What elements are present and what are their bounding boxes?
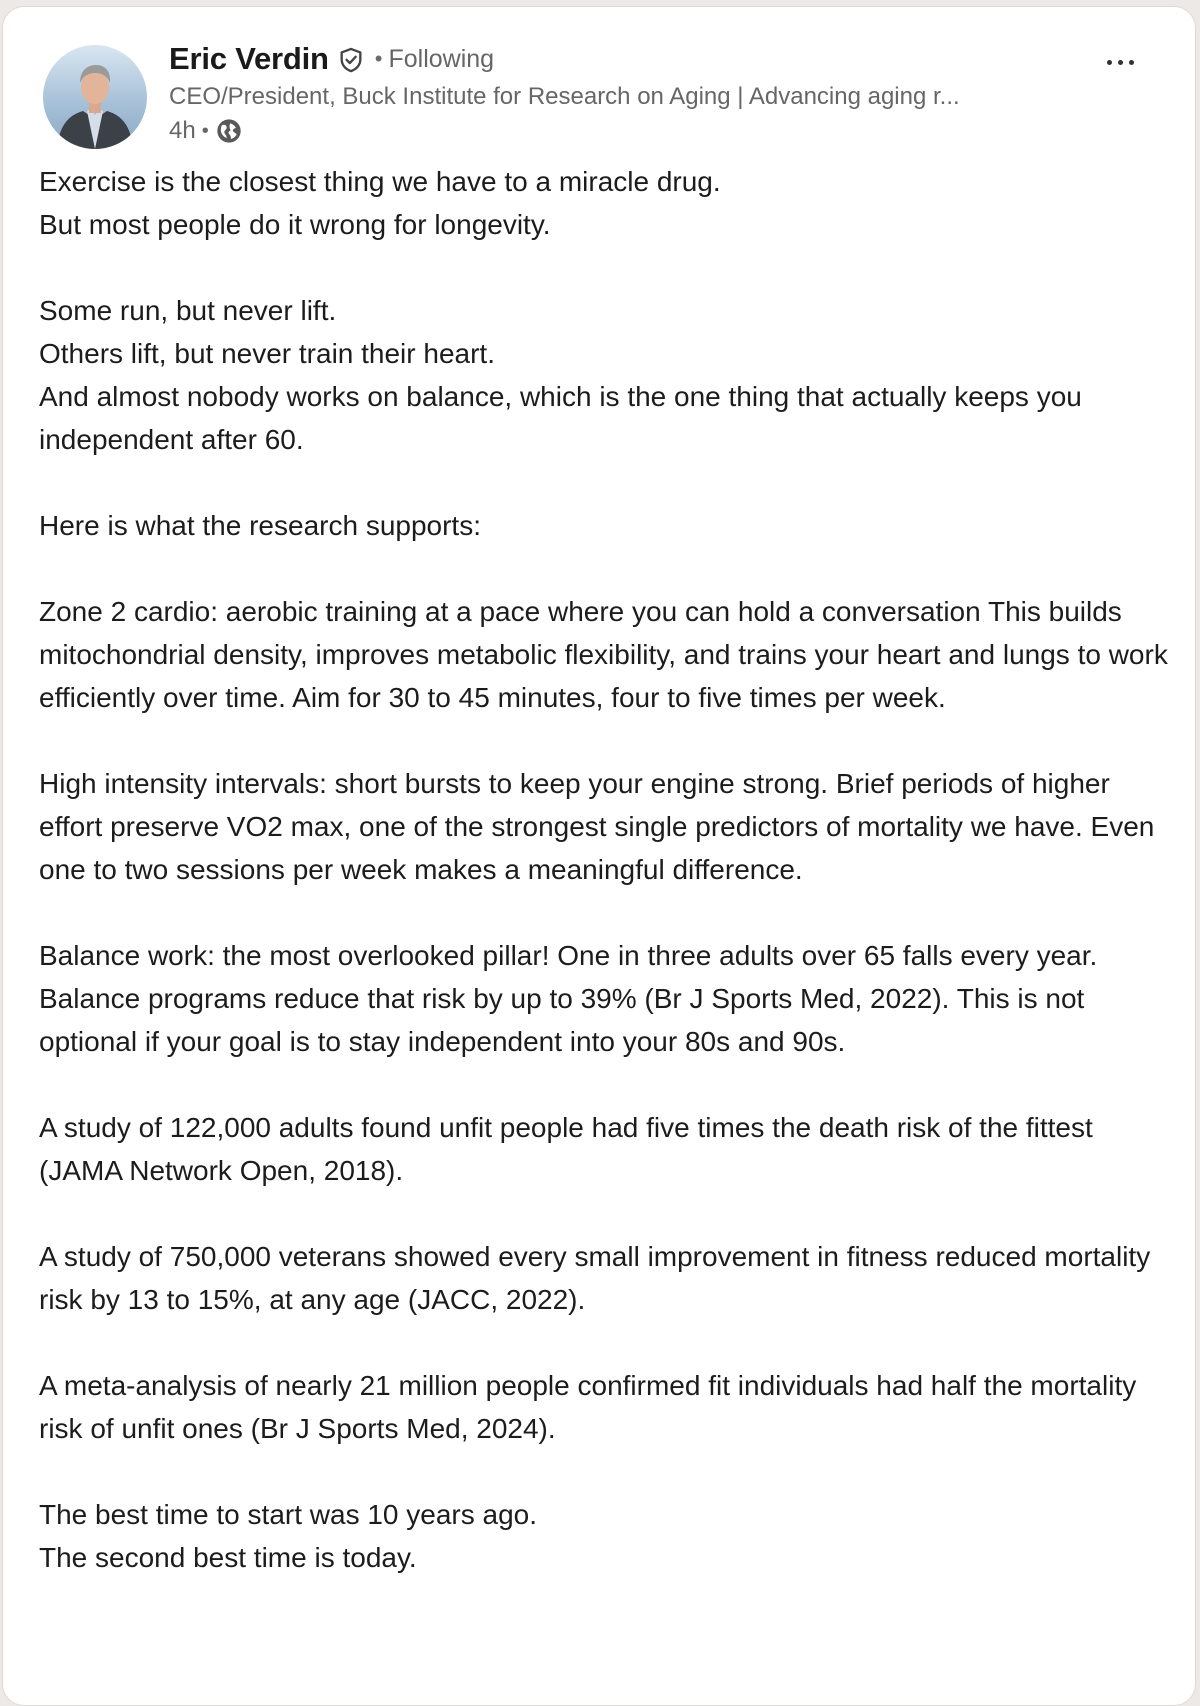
author-headline: CEO/President, Buck Institute for Research on Aging | Advancing aging r...	[169, 83, 960, 110]
author-avatar[interactable]	[43, 45, 147, 149]
post-paragraph-hiit	[39, 762, 1179, 891]
author-name[interactable]: Eric Verdin	[169, 41, 329, 76]
post-line: A study of 122,000 adults found unfit people had five times the death risk of the fittest (JAMA Network Open, 2018).	[39, 1112, 1093, 1186]
post-line: The best time to start was 10 years ago.	[39, 1499, 538, 1530]
post-paragraph-zone2	[39, 590, 1179, 719]
post-line: A meta-analysis of nearly 21 million people confirmed fit individuals had half the mortality risk of unfit ones (Br J Sports Med, 2024).	[39, 1370, 1137, 1444]
post-paragraph-study-jama	[39, 1106, 1179, 1192]
post-paragraph-closing	[39, 1493, 1179, 1579]
following-status[interactable]: Following	[388, 44, 495, 73]
post-paragraph-study-jacc	[39, 1235, 1179, 1321]
post-paragraph	[39, 289, 1179, 461]
post-line: Others lift, but never train their heart.	[39, 338, 495, 369]
post-line: But most people do it wrong for longevity.	[39, 209, 551, 240]
post-line: And almost nobody works on balance, which is the one thing that actually keeps you independent after 60.	[39, 381, 1082, 455]
shield-check-icon	[337, 46, 365, 74]
post-timestamp: 4h	[169, 117, 196, 144]
post-header	[41, 37, 1165, 152]
post-paragraph	[39, 504, 1179, 547]
post-line: Here is what the research supports:	[39, 510, 481, 541]
separator-dot: •	[374, 46, 383, 71]
post-body	[39, 160, 1179, 1622]
post-meta	[169, 115, 1085, 147]
post-line: A study of 750,000 veterans showed every small improvement in fitness reduced mortality risk by 13 to 15%, at any age (JACC, 2022).	[39, 1241, 1151, 1315]
post-paragraph	[39, 160, 1179, 246]
post-line: The second best time is today.	[39, 1542, 417, 1573]
globe-icon	[215, 117, 243, 145]
post-paragraph-balance	[39, 934, 1179, 1063]
ellipsis-icon	[1118, 60, 1123, 65]
post-line: High intensity intervals: short bursts to keep your engine strong. Brief periods of higher effort preserve VO2 max, one of the strongest single predictors of mortality we have. Even one to two sessions per week makes a meaningful difference.	[39, 768, 1155, 885]
post-line: Balance work: the most overlooked pillar! One in three adults over 65 falls every year. Balance programs reduce that risk by up to 39% (Br J Sports Med, 2022). This is not optional if your goal is to stay independent into your 80s and 90s.	[39, 940, 1098, 1057]
author-name-row	[169, 37, 1085, 81]
post-line: Zone 2 cardio: aerobic training at a pace where you can hold a conversation This builds mitochondrial density, improves metabolic flexibility, and trains your heart and lungs to work efficiently over time. Aim for 30 to 45 minutes, four to five times per week.	[39, 596, 1168, 713]
ellipsis-icon	[1107, 60, 1112, 65]
ellipsis-icon	[1129, 60, 1134, 65]
post-paragraph-meta-analysis	[39, 1364, 1179, 1450]
post-line: Exercise is the closest thing we have to a miracle drug.	[39, 166, 721, 197]
more-options-button[interactable]	[1095, 47, 1145, 77]
author-info	[169, 37, 1085, 147]
separator-dot: •	[201, 119, 209, 142]
post-card	[2, 6, 1196, 1706]
post-line: Some run, but never lift.	[39, 295, 337, 326]
profile-photo-icon	[43, 45, 147, 149]
